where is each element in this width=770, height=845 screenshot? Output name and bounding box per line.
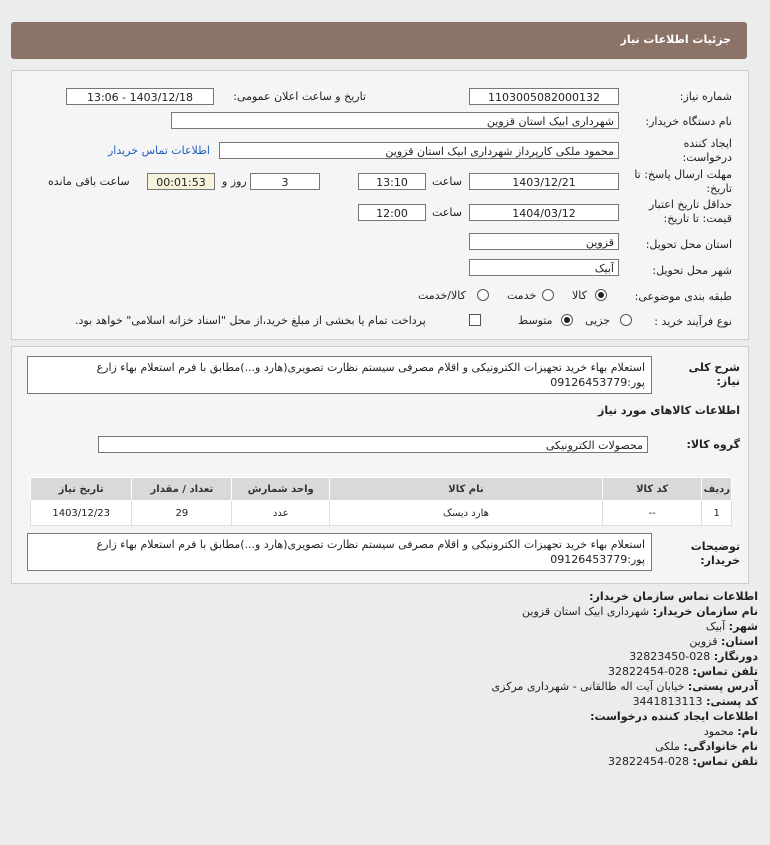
contact-province-label: استان:: [721, 635, 758, 648]
creator-family-row: [655, 740, 758, 753]
creator-name-row: [704, 725, 758, 738]
requester-label: ایجاد کننده درخواست:: [682, 137, 732, 164]
delivery-province-label: استان محل تحویل:: [645, 238, 732, 251]
contact-city-row: [706, 620, 758, 633]
contact-fax-value: 028-32823450: [629, 650, 711, 663]
contact-org-row: [522, 605, 758, 618]
contact-fax-label: دورنگار:: [713, 650, 758, 663]
contact-province-row: [689, 635, 758, 648]
category-goods-label: کالا: [572, 289, 587, 302]
contact-postal-value: 3441813113: [632, 695, 703, 708]
validity-time-field: 12:00: [358, 204, 426, 221]
contact-city-value: آبیک: [705, 620, 726, 633]
contact-org-label: نام سازمان خریدار:: [652, 605, 758, 618]
delivery-city-label: شهر محل تحویل:: [652, 264, 732, 277]
contact-phone-label: تلفن تماس:: [692, 665, 758, 678]
col-code: کد کالا: [602, 478, 702, 501]
contact-address-row: [492, 680, 758, 693]
col-row: ردیف: [702, 478, 732, 501]
process-minor-label: جزیی: [585, 314, 611, 327]
category-service-label: خدمت: [507, 289, 537, 302]
cell-date: 1403/12/23: [31, 501, 132, 526]
contact-info-link[interactable]: اطلاعات تماس خریدار: [108, 144, 210, 157]
contact-phone-value: 028-32822454: [608, 665, 690, 678]
creator-family-label: نام خانوادگی:: [683, 740, 758, 753]
goods-info-title: اطلاعات کالاهای مورد نیاز: [598, 404, 740, 417]
creator-name-value: محمود: [703, 725, 734, 738]
col-name: نام کالا: [330, 478, 603, 501]
contact-postal-label: کد پستی:: [706, 695, 758, 708]
contact-postal-row: [633, 695, 758, 708]
process-medium-radio[interactable]: [561, 314, 573, 326]
buyer-org-label: نام دستگاه خریدار:: [645, 115, 732, 128]
buyer-notes-label: توضیحات خریدار:: [690, 540, 740, 567]
col-qty: تعداد / مقدار: [132, 478, 232, 501]
category-goods-service-label: کالا/خدمت: [418, 289, 466, 302]
creator-phone-row: [608, 755, 758, 768]
goods-group-field: محصولات الکترونیکی: [98, 436, 648, 453]
creator-family-value: ملکی: [655, 740, 680, 753]
category-goods-radio[interactable]: [595, 289, 607, 301]
process-type-label: نوع فرآیند خرید :: [654, 315, 732, 328]
general-desc-field: استعلام بهاء خرید تجهیزات الکترونیکی و اقلام مصرفی سیستم نظارت تصویری(هارد و...)مطابق با فرم استعلام بهاء زارع پور:09126453779: [27, 356, 652, 394]
need-number-label: شماره نیاز:: [679, 90, 732, 103]
page-header: [11, 22, 747, 59]
creator-phone-value: 028-32822454: [608, 755, 690, 768]
creator-name-label: نام:: [737, 725, 758, 738]
contact-org-value: شهرداری ابیک استان قزوین: [522, 605, 650, 618]
category-label: طبقه بندی موضوعی:: [634, 290, 732, 303]
category-service-radio[interactable]: [542, 289, 554, 301]
creator-phone-label: تلفن تماس:: [692, 755, 758, 768]
price-validity-label: حداقل تاریخ اعتبار قیمت: تا تاریخ:: [648, 198, 732, 225]
treasury-payment-label: پرداخت تمام یا بخشی از مبلغ خرید،از محل "اسناد خزانه اسلامی" خواهد بود.: [75, 314, 426, 327]
treasury-payment-checkbox[interactable]: [469, 314, 481, 326]
delivery-city-field: آبیک: [469, 259, 619, 276]
day-and-label: روز و: [222, 175, 247, 188]
contact-title: اطلاعات تماس سازمان خریدار:: [589, 590, 758, 603]
reply-days-field: 3: [250, 173, 320, 190]
col-unit: واحد شمارش: [232, 478, 330, 501]
reply-hour-label: ساعت: [432, 175, 462, 188]
reply-time-field: 13:10: [358, 173, 426, 190]
announce-datetime-field: 1403/12/18 - 13:06: [66, 88, 214, 105]
cell-code: --: [602, 501, 702, 526]
contact-city-label: شهر:: [728, 620, 758, 633]
process-medium-label: متوسط: [518, 314, 553, 327]
buyer-notes-field: استعلام بهاء خرید تجهیزات الکترونیکی و اقلام مصرفی سیستم نظارت تصویری(هارد و...)مطابق با فرم استعلام بهاء زارع پور:09126453779: [27, 533, 652, 571]
cell-qty: 29: [132, 501, 232, 526]
remaining-label: ساعت باقی مانده: [48, 175, 130, 188]
contact-fax-row: [629, 650, 758, 663]
col-date: تاریخ نیاز: [31, 478, 132, 501]
process-minor-radio[interactable]: [620, 314, 632, 326]
goods-group-label: گروه کالا:: [686, 438, 740, 451]
validity-hour-label: ساعت: [432, 206, 462, 219]
contact-address-value: خیابان آیت اله طالقانی - شهرداری مرکزی: [491, 680, 685, 693]
need-number-field: 1103005082000132: [469, 88, 619, 105]
contact-phone-row: [608, 665, 758, 678]
reply-date-field: 1403/12/21: [469, 173, 619, 190]
category-goods-service-radio[interactable]: [477, 289, 489, 301]
requester-field: محمود ملکی کارپرداز شهرداری ابیک استان قزوین: [219, 142, 619, 159]
buyer-org-field: شهرداری ابیک استان قزوین: [171, 112, 619, 129]
announce-datetime-label: تاریخ و ساعت اعلان عمومی:: [233, 90, 366, 103]
delivery-province-field: قزوین: [469, 233, 619, 250]
general-desc-label: شرح کلی نیاز:: [688, 361, 740, 388]
table-row: [31, 501, 732, 526]
creator-title: اطلاعات ایجاد کننده درخواست:: [590, 710, 758, 723]
contact-address-label: آدرس پستی:: [687, 680, 758, 693]
cell-name: هارد دیسک: [330, 501, 603, 526]
contact-province-value: قزوین: [689, 635, 718, 648]
reply-deadline-label: مهلت ارسال پاسخ: تا تاریخ:: [634, 168, 732, 195]
validity-date-field: 1404/03/12: [469, 204, 619, 221]
remaining-time-field: 00:01:53: [147, 173, 215, 190]
cell-unit: عدد: [232, 501, 330, 526]
page-title: جزئیات اطلاعات نیاز: [620, 33, 731, 46]
goods-table: [30, 477, 732, 526]
cell-row: 1: [702, 501, 732, 526]
